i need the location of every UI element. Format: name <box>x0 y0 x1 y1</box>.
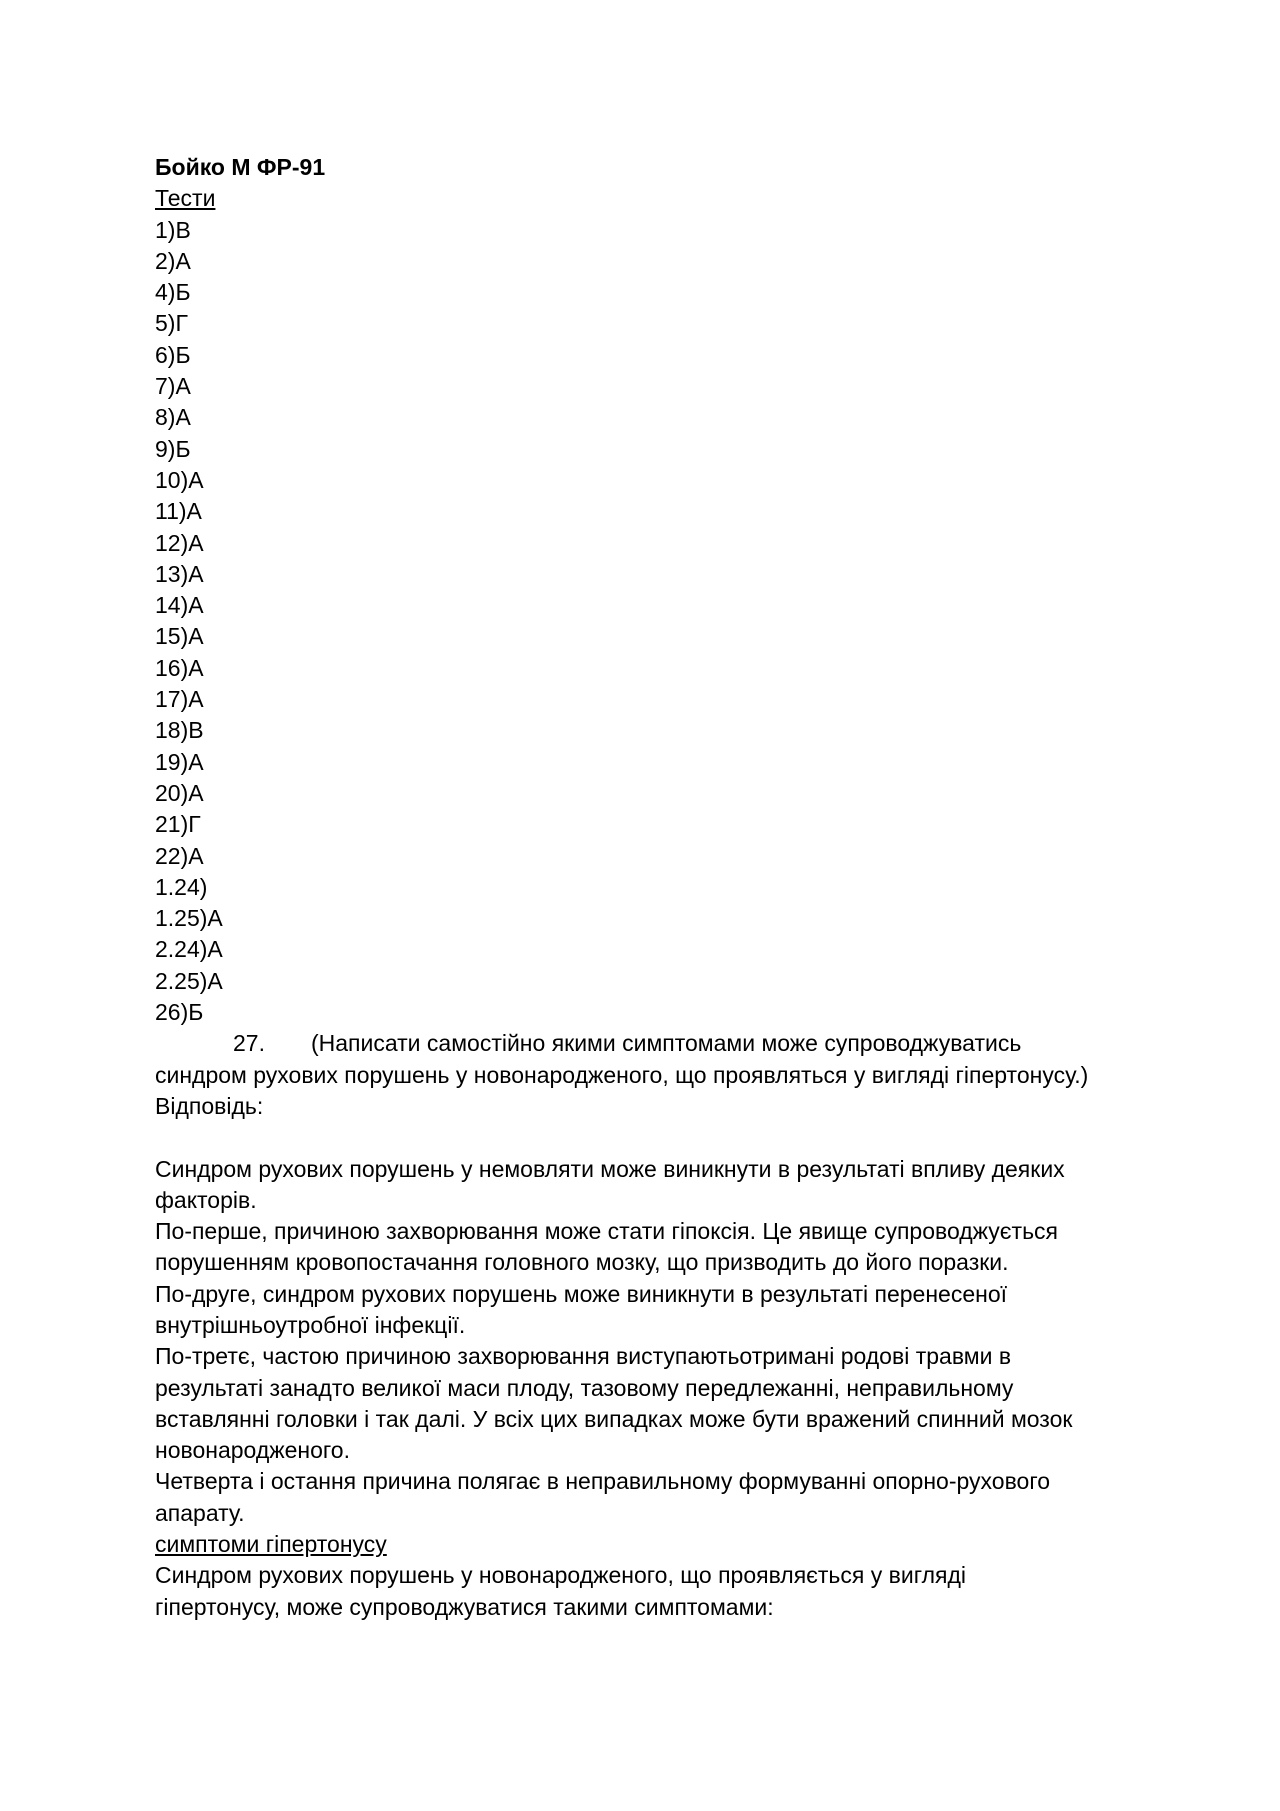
question-text-line1: (Написати самостійно якими симптомами може супроводжуватись <box>311 1030 1022 1057</box>
symptoms-heading: симптоми гіпертонусу <box>155 1531 387 1558</box>
paragraph-line: гіпертонусу, може супроводжуватися такими симптомами: <box>155 1593 774 1620</box>
answer-item: 1)В <box>155 216 191 243</box>
paragraph-line: порушенням кровопостачання головного мозку, що призводить до його поразки. <box>155 1249 1009 1276</box>
answer-item: 15)А <box>155 623 204 650</box>
paragraph-line: внутрішньоутробної інфекції. <box>155 1311 466 1338</box>
answer-item: 9)Б <box>155 435 191 462</box>
answer-item: 18)В <box>155 717 204 744</box>
answer-item: 16)А <box>155 654 204 681</box>
paragraph-line: вставлянні головки і так далі. У всіх цих випадках може бути вражений спинний мозок <box>155 1405 1073 1432</box>
paragraph-second-cause <box>155 1279 1145 1342</box>
paragraph-line: Синдром рухових порушень у новонародженого, що проявляється у вигляді <box>155 1562 966 1589</box>
paragraph-causes-intro <box>155 1154 1145 1217</box>
answers-list <box>155 215 1145 1029</box>
tests-heading: Тести <box>155 185 216 212</box>
answer-item: 11)А <box>155 498 202 525</box>
blank-line <box>155 1122 1145 1153</box>
paragraph-fourth-cause <box>155 1466 1145 1529</box>
answer-item: 2.24)А <box>155 936 223 963</box>
paragraph-line: Синдром рухових порушень у немовляти може виникнути в результаті впливу деяких <box>155 1155 1065 1182</box>
answer-item: 4)Б <box>155 279 191 306</box>
answer-item: 12)А <box>155 529 204 556</box>
answer-item: 1.25)А <box>155 905 223 932</box>
answer-item: 17)А <box>155 686 204 713</box>
answer-item: 10)А <box>155 466 204 493</box>
paragraph-line: новонародженого. <box>155 1437 350 1464</box>
paragraph-line: По-друге, синдром рухових порушень може виникнути в результаті перенесеної <box>155 1280 1007 1307</box>
answer-item: 5)Г <box>155 310 188 337</box>
answer-item: 8)А <box>155 404 191 431</box>
paragraph-line: По-перше, причиною захворювання може стати гіпоксія. Це явище супроводжується <box>155 1218 1059 1245</box>
author-heading: Бойко М ФР-91 <box>155 154 326 180</box>
question-text-line2: синдром рухових порушень у новонародженого, що проявляться у вигляді гіпертонусу.) <box>155 1061 1089 1088</box>
question-27 <box>155 1028 1145 1059</box>
answer-item: 22)А <box>155 842 204 869</box>
answer-item: 13)А <box>155 560 204 587</box>
paragraph-line: Четверта і остання причина полягає в неправильному формуванні опорно-рухового <box>155 1468 1050 1495</box>
answer-item: 21)Г <box>155 811 201 838</box>
answer-item: 2)А <box>155 247 191 274</box>
answer-item: 19)А <box>155 748 204 775</box>
paragraph-third-cause <box>155 1341 1145 1466</box>
answer-label: Відповідь: <box>155 1092 264 1119</box>
document-page <box>155 152 1145 1623</box>
answer-item: 26)Б <box>155 999 204 1026</box>
paragraph-line: результаті занадто великої маси плоду, тазовому передлежанні, неправильному <box>155 1374 1014 1401</box>
paragraph-line: По-третє, частою причиною захворювання виступаютьотримані родові травми в <box>155 1343 1012 1370</box>
paragraph-line: факторів. <box>155 1186 257 1213</box>
answer-item: 6)Б <box>155 341 191 368</box>
paragraph-line: апарату. <box>155 1499 245 1526</box>
paragraph-symptoms-intro <box>155 1560 1145 1623</box>
answer-item: 2.25)А <box>155 967 223 994</box>
answer-item: 20)А <box>155 779 204 806</box>
answer-item: 1.24) <box>155 873 208 900</box>
answer-item: 14)А <box>155 592 204 619</box>
question-number: 27. <box>233 1030 265 1057</box>
paragraph-first-cause <box>155 1216 1145 1279</box>
answer-item: 7)А <box>155 373 191 400</box>
